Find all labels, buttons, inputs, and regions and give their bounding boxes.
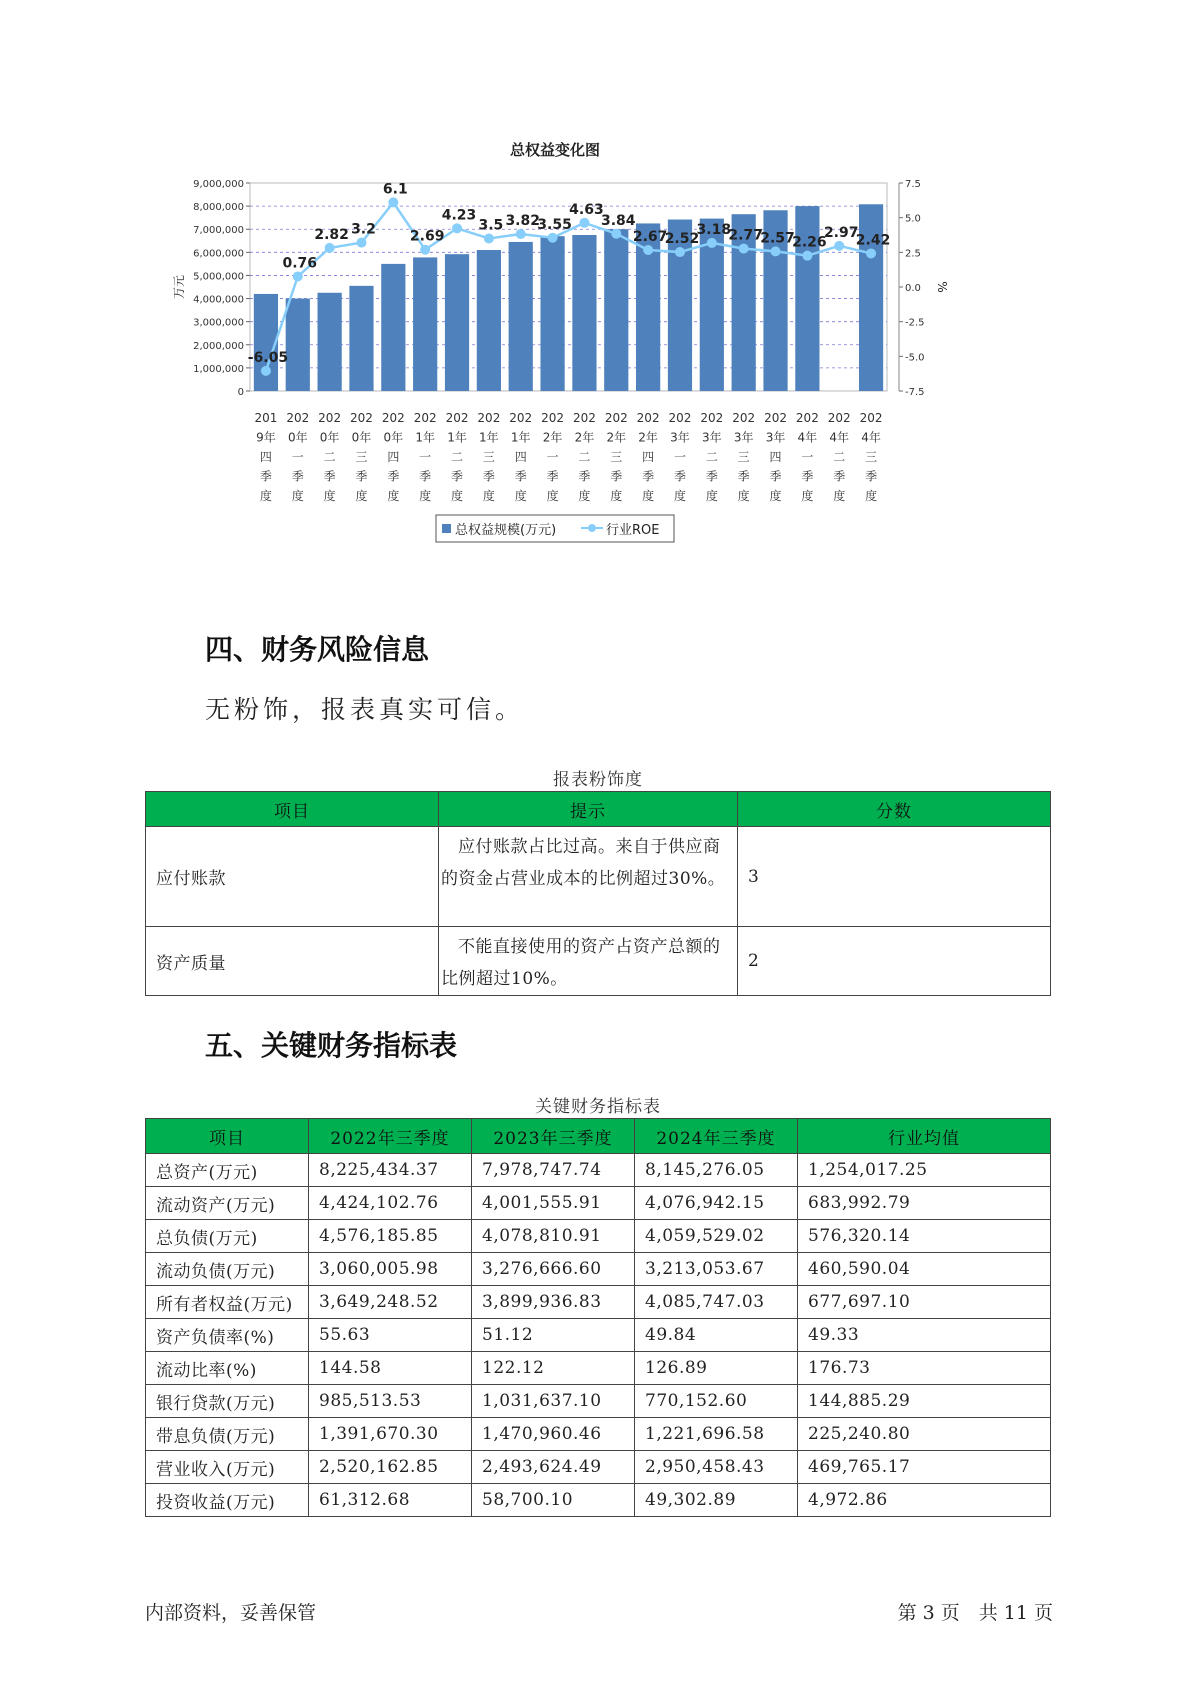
value-cell: 55.63 xyxy=(309,1319,472,1352)
roe-point xyxy=(675,247,685,257)
y2-tick-label: -5.0 xyxy=(905,352,925,364)
roe-point xyxy=(356,238,366,248)
value-cell: 176.73 xyxy=(798,1352,1051,1385)
roe-data-label: 3.5 xyxy=(478,217,504,234)
x-tick-label: 202 1年二季度 xyxy=(445,411,469,503)
x-tick-label: 202 3年四季度 xyxy=(764,411,787,503)
roe-data-label: 3.55 xyxy=(537,216,572,233)
roe-data-label: 4.63 xyxy=(569,201,604,218)
column-header: 2023年三季度 xyxy=(472,1119,635,1154)
y2-tick-label: 0.0 xyxy=(905,283,921,294)
metric-name-cell: 银行贷款(万元) xyxy=(146,1385,309,1418)
table-header-row xyxy=(146,792,1051,827)
metric-name-cell: 流动负债(万元) xyxy=(146,1253,309,1286)
y-tick-label: 3,000,000 xyxy=(193,317,244,329)
bar xyxy=(604,229,628,391)
legend-line-marker xyxy=(588,524,596,532)
y-tick-label: 6,000,000 xyxy=(193,248,244,260)
value-cell: 1,221,696.58 xyxy=(635,1418,798,1451)
bar xyxy=(540,236,564,391)
legend-bar-swatch xyxy=(442,524,451,533)
y-tick-label: 9,000,000 xyxy=(193,179,244,190)
value-cell: 4,059,529.02 xyxy=(635,1220,798,1253)
y-axis-label: 万元 xyxy=(172,274,186,300)
value-cell: 683,992.79 xyxy=(798,1187,1051,1220)
tip-cell: 不能直接使用的资产占资产总额的比例超过10%。 xyxy=(439,927,738,996)
x-tick-label: 202 0年二季度 xyxy=(318,411,342,503)
column-header: 2024年三季度 xyxy=(635,1119,798,1154)
column-header: 提示 xyxy=(439,792,738,827)
x-tick-label: 202 2年一季度 xyxy=(541,411,565,503)
y-tick-label: 7,000,000 xyxy=(193,225,244,237)
roe-point xyxy=(420,245,430,255)
value-cell: 126.89 xyxy=(635,1352,798,1385)
table-row xyxy=(146,1220,1051,1253)
value-cell: 4,085,747.03 xyxy=(635,1286,798,1319)
roe-point xyxy=(643,245,653,255)
roe-data-label: 6.1 xyxy=(382,181,408,198)
item-cell: 应付账款 xyxy=(146,827,439,927)
y-tick-label: 8,000,000 xyxy=(193,202,244,214)
metric-name-cell: 流动资产(万元) xyxy=(146,1187,309,1220)
value-cell: 4,972.86 xyxy=(798,1484,1051,1517)
score-cell: 2 xyxy=(738,927,1051,996)
table-row xyxy=(146,1451,1051,1484)
value-cell: 8,225,434.37 xyxy=(309,1154,472,1187)
value-cell: 460,590.04 xyxy=(798,1253,1051,1286)
x-tick-label: 202 4年三季度 xyxy=(859,411,883,503)
y-tick-label: 1,000,000 xyxy=(193,363,244,375)
roe-point xyxy=(771,246,781,256)
value-cell: 2,520,162.85 xyxy=(309,1451,472,1484)
roe-point xyxy=(452,223,462,233)
window-dressing-table xyxy=(145,791,1051,996)
x-tick-label: 201 9年四季度 xyxy=(254,411,278,503)
roe-point xyxy=(866,248,876,258)
table-row xyxy=(146,1286,1051,1319)
metric-name-cell: 带息负债(万元) xyxy=(146,1418,309,1451)
table-row xyxy=(146,1352,1051,1385)
roe-data-label: 2.57 xyxy=(760,230,795,247)
equity-chart xyxy=(172,140,1040,600)
x-tick-label: 202 3年三季度 xyxy=(732,411,756,503)
roe-data-label: 4.23 xyxy=(441,207,477,224)
metric-name-cell: 流动比率(%) xyxy=(146,1352,309,1385)
value-cell: 144.58 xyxy=(309,1352,472,1385)
roe-point xyxy=(739,244,749,254)
value-cell: 1,391,670.30 xyxy=(309,1418,472,1451)
value-cell: 985,513.53 xyxy=(309,1385,472,1418)
value-cell: 1,470,960.46 xyxy=(472,1418,635,1451)
metric-name-cell: 所有者权益(万元) xyxy=(146,1286,309,1319)
x-tick-label: 202 1年三季度 xyxy=(477,411,501,503)
x-tick-label: 202 0年一季度 xyxy=(286,411,310,503)
value-cell: 49.84 xyxy=(635,1319,798,1352)
roe-point xyxy=(388,197,398,207)
roe-data-label: 2.26 xyxy=(792,234,827,251)
table-row xyxy=(146,1187,1051,1220)
value-cell: 3,899,936.83 xyxy=(472,1286,635,1319)
bar xyxy=(413,257,437,391)
x-tick-label: 202 4年一季度 xyxy=(795,411,819,503)
value-cell: 1,031,637.10 xyxy=(472,1385,635,1418)
roe-point xyxy=(484,233,494,243)
tip-cell: 应付账款占比过高。来自于供应商的资金占营业成本的比例超过30%。 xyxy=(439,827,738,927)
x-tick-label: 202 0年四季度 xyxy=(381,411,405,503)
section4-title: 四、财务风险信息 xyxy=(205,633,430,666)
roe-data-label: 2.82 xyxy=(314,226,349,243)
roe-point xyxy=(707,238,717,248)
roe-point xyxy=(325,243,335,253)
bar xyxy=(445,254,469,391)
value-cell: 469,765.17 xyxy=(798,1451,1051,1484)
roe-point xyxy=(516,229,526,239)
value-cell: 3,276,666.60 xyxy=(472,1253,635,1286)
value-cell: 4,424,102.76 xyxy=(309,1187,472,1220)
value-cell: 576,320.14 xyxy=(798,1220,1051,1253)
roe-data-label: 2.77 xyxy=(728,227,763,244)
y2-tick-label: -7.5 xyxy=(905,387,925,398)
x-tick-label: 202 1年一季度 xyxy=(413,411,437,503)
key-financial-table xyxy=(145,1118,1051,1517)
roe-data-label: 2.69 xyxy=(409,228,445,245)
x-tick-label: 202 2年二季度 xyxy=(572,411,596,503)
section5-title: 五、关键财务指标表 xyxy=(205,1029,458,1062)
bar xyxy=(572,235,596,391)
value-cell: 4,076,942.15 xyxy=(635,1187,798,1220)
value-cell: 3,649,248.52 xyxy=(309,1286,472,1319)
bar xyxy=(318,293,342,391)
roe-data-label: 0.76 xyxy=(282,255,318,272)
x-tick-label: 202 4年二季度 xyxy=(827,411,851,503)
roe-data-label: 3.82 xyxy=(505,213,540,230)
column-header: 项目 xyxy=(146,1119,309,1154)
value-cell: 2,493,624.49 xyxy=(472,1451,635,1484)
x-tick-label: 202 2年四季度 xyxy=(636,411,660,503)
equity-chart-svg xyxy=(172,140,1040,600)
metric-name-cell: 总资产(万元) xyxy=(146,1154,309,1187)
bar xyxy=(477,250,501,391)
column-header: 项目 xyxy=(146,792,439,827)
y-tick-label: 0 xyxy=(237,387,244,398)
column-header: 行业均值 xyxy=(798,1119,1051,1154)
legend-bar-label: 总权益规模(万元) xyxy=(455,523,557,538)
column-header: 2022年三季度 xyxy=(309,1119,472,1154)
footer-page-number: 第 3 页 共 11 页 xyxy=(897,1602,1053,1624)
table-row xyxy=(146,927,1051,996)
bar xyxy=(349,286,373,391)
legend-line-label: 行业ROE xyxy=(606,523,660,538)
metric-name-cell: 投资收益(万元) xyxy=(146,1484,309,1517)
roe-point xyxy=(261,366,271,376)
roe-point xyxy=(293,271,303,281)
value-cell: 770,152.60 xyxy=(635,1385,798,1418)
value-cell: 677,697.10 xyxy=(798,1286,1051,1319)
roe-point xyxy=(579,218,589,228)
table1-caption: 报表粉饰度 xyxy=(553,770,643,790)
table2-caption: 关键财务指标表 xyxy=(535,1097,661,1117)
item-cell: 资产质量 xyxy=(146,927,439,996)
y2-axis-label: % xyxy=(935,281,949,293)
chart-title: 总权益变化图 xyxy=(509,141,601,159)
table-header-row xyxy=(146,1119,1051,1154)
table-row xyxy=(146,1154,1051,1187)
bar xyxy=(286,299,310,391)
column-header: 分数 xyxy=(738,792,1051,827)
section4-text: 无粉饰，报表真实可信。 xyxy=(205,695,525,724)
roe-data-label: -6.05 xyxy=(247,349,289,366)
roe-point xyxy=(834,241,844,251)
table-row xyxy=(146,1253,1051,1286)
metric-name-cell: 营业收入(万元) xyxy=(146,1451,309,1484)
value-cell: 122.12 xyxy=(472,1352,635,1385)
roe-data-label: 2.52 xyxy=(664,231,700,248)
score-cell: 3 xyxy=(738,827,1051,927)
table-row xyxy=(146,1319,1051,1352)
value-cell: 3,060,005.98 xyxy=(309,1253,472,1286)
bar xyxy=(509,242,533,391)
y-tick-label: 4,000,000 xyxy=(193,294,244,306)
y-tick-label: 5,000,000 xyxy=(193,271,244,283)
y-tick-label: 2,000,000 xyxy=(193,340,244,352)
x-tick-label: 202 2年三季度 xyxy=(604,411,628,503)
x-tick-label: 202 3年二季度 xyxy=(700,411,724,503)
table-row xyxy=(146,1418,1051,1451)
value-cell: 4,078,810.91 xyxy=(472,1220,635,1253)
roe-data-label: 2.42 xyxy=(855,232,891,249)
value-cell: 61,312.68 xyxy=(309,1484,472,1517)
table-row xyxy=(146,827,1051,927)
x-tick-label: 202 3年一季度 xyxy=(668,411,692,503)
y2-tick-label: 7.5 xyxy=(905,179,921,190)
roe-data-label: 3.18 xyxy=(696,221,732,238)
value-cell: 58,700.10 xyxy=(472,1484,635,1517)
y2-tick-label: 2.5 xyxy=(905,248,921,260)
table-row xyxy=(146,1385,1051,1418)
bar xyxy=(381,264,405,391)
value-cell: 4,001,555.91 xyxy=(472,1187,635,1220)
value-cell: 3,213,053.67 xyxy=(635,1253,798,1286)
value-cell: 8,145,276.05 xyxy=(635,1154,798,1187)
roe-point xyxy=(611,229,621,239)
roe-data-label: 2.97 xyxy=(823,224,859,241)
roe-point xyxy=(548,233,558,243)
table-row xyxy=(146,1484,1051,1517)
x-tick-label: 202 0年三季度 xyxy=(350,411,373,503)
roe-data-label: 2.67 xyxy=(632,228,668,245)
y2-tick-label: -2.5 xyxy=(905,317,925,329)
value-cell: 225,240.80 xyxy=(798,1418,1051,1451)
x-tick-label: 202 1年四季度 xyxy=(509,411,533,503)
value-cell: 7,978,747.74 xyxy=(472,1154,635,1187)
y2-tick-label: 5.0 xyxy=(905,213,921,225)
value-cell: 144,885.29 xyxy=(798,1385,1051,1418)
footer-left: 内部资料，妥善保管 xyxy=(145,1602,317,1624)
value-cell: 49.33 xyxy=(798,1319,1051,1352)
value-cell: 4,576,185.85 xyxy=(309,1220,472,1253)
value-cell: 51.12 xyxy=(472,1319,635,1352)
value-cell: 2,950,458.43 xyxy=(635,1451,798,1484)
value-cell: 49,302.89 xyxy=(635,1484,798,1517)
metric-name-cell: 总负债(万元) xyxy=(146,1220,309,1253)
metric-name-cell: 资产负债率(%) xyxy=(146,1319,309,1352)
roe-data-label: 3.2 xyxy=(351,221,376,238)
value-cell: 1,254,017.25 xyxy=(798,1154,1051,1187)
roe-data-label: 3.84 xyxy=(601,212,636,229)
roe-point xyxy=(802,251,812,261)
